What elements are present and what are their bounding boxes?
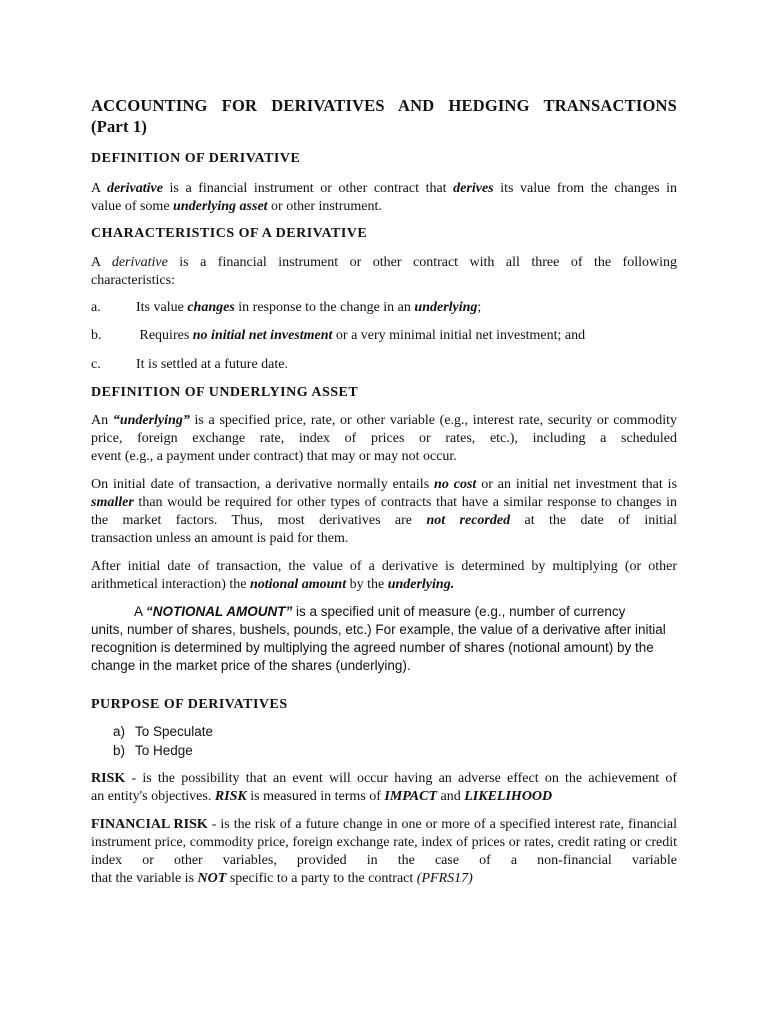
title-line: ACCOUNTING FOR DERIVATIVES AND HEDGING TRANSACTIONS: [91, 96, 677, 115]
section-heading-characteristics: CHARACTERISTICS OF A DERIVATIVE: [91, 226, 368, 241]
paragraph-characteristics-intro: A derivative is a financial instrument or other contract with all three of the following characteristics:: [91, 255, 677, 288]
paragraph-initial-date: On initial date of transaction, a derivative normally entails no cost or an initial net investment that is smaller than would be required for other types of contracts that have a similar response to changes in the market factors. Thus, most derivatives are not recorded at the date of initial transaction unless an amount is paid for them.: [91, 477, 678, 546]
list-item: a. Its value changes in response to the change in an underlying;: [91, 300, 482, 315]
paragraph-underlying: An “underlying” is a specified price, rate, or other variable (e.g., interest rate, security or commodity price, foreign exchange rate, index of prices or rates, etc.), including a scheduled event (e.g., a payment under contract) that may or may not occur.: [91, 413, 677, 464]
paragraph-after-initial-date: After initial date of transaction, the value of a derivative is determined by multiplying (or other arithmetical interaction) the notional amount by the underlying.: [91, 559, 677, 592]
document-title: [91, 95, 677, 137]
list-item: b. Requires no initial net investment or a very minimal initial net investment; and: [91, 328, 586, 343]
list-item: b) To Hedge: [113, 743, 193, 758]
paragraph-financial-risk: FINANCIAL RISK - is the risk of a future change in one or more of a specified interest rate, financial instrument price, commodity price, foreign exchange rate, index of prices or rates, credit rating or credit index or other variables, provided in the case of a non-financial variable that the variable is NOT specific to a party to the contract (PFRS17): [91, 817, 677, 886]
list-item: a) To Speculate: [113, 724, 214, 739]
paragraph-risk: RISK - is the possibility that an event will occur having an adverse effect on the achievement of an entity's objectives. RISK is measured in terms of IMPACT and LIKELIHOOD: [91, 771, 677, 804]
section-heading-underlying: DEFINITION OF UNDERLYING ASSET: [91, 385, 359, 400]
paragraph-definition: A derivative is a financial instrument or other contract that derives its value from the changes in value of some underlying asset or other instrument.: [91, 181, 678, 214]
title-line: (Part 1): [91, 117, 148, 136]
list-item: c. It is settled at a future date.: [91, 357, 288, 372]
section-heading-definition: DEFINITION OF DERIVATIVE: [91, 151, 301, 166]
section-heading-purpose: PURPOSE OF DERIVATIVES: [91, 697, 288, 712]
paragraph-notional-amount: A “NOTIONAL AMOUNT” is a specified unit of measure (e.g., number of currency units, number of shares, bushels, pounds, etc.) For example, the value of a derivative after initial recognition is determined by multiplying the agreed number of shares (notional amount) by the change in the market price of the shares (underlying).: [91, 604, 666, 673]
